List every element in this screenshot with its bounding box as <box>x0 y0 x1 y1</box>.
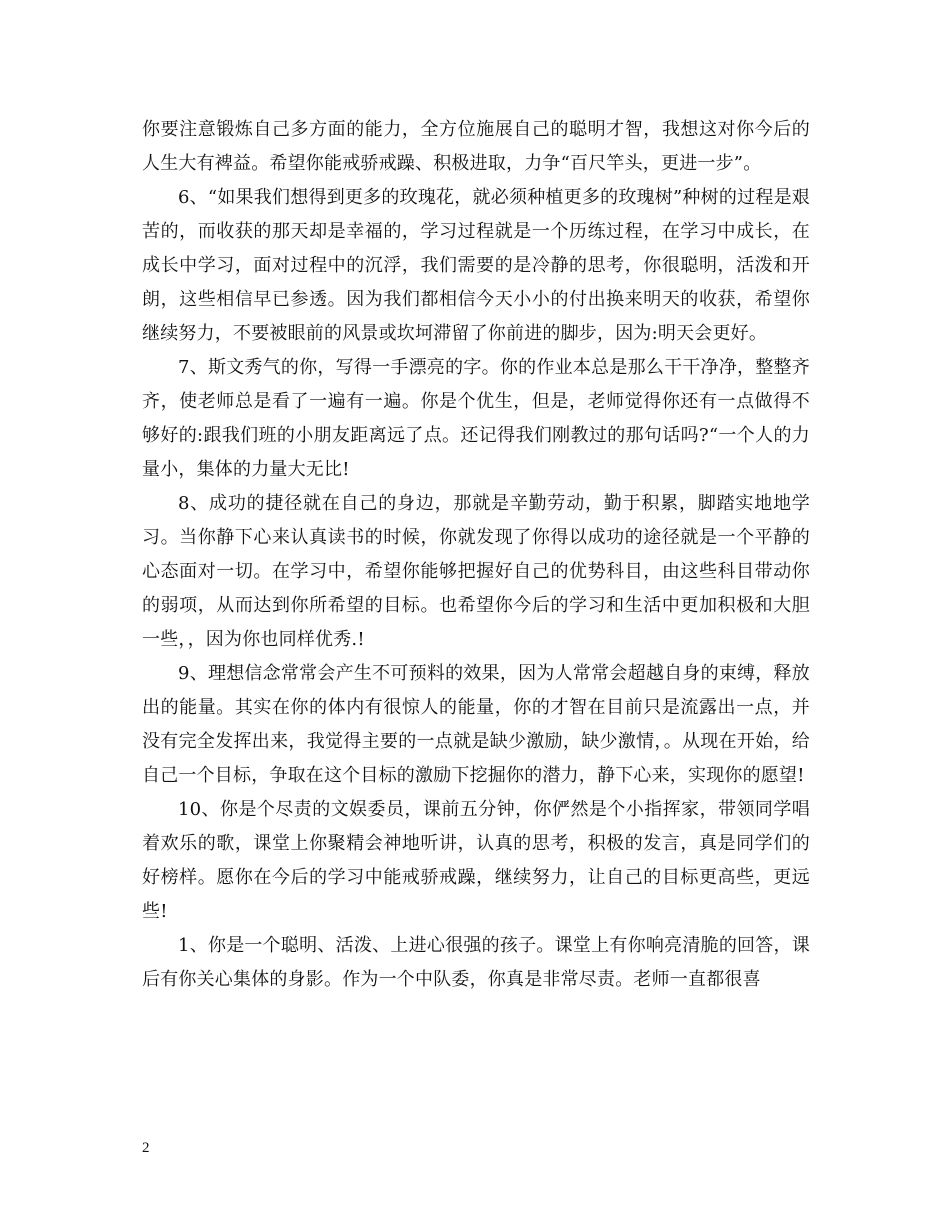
paragraph-item-6: 6、“如果我们想得到更多的玫瑰花，就必须种植更多的玫瑰树”种树的过程是艰苦的，而收获的那天却是幸福的，学习过程就是一个历练过程，在学习中成长，在成长中学习，面对过程中的沉浮，我们需要的是冷静的思考，你很聪明，活泼和开朗，这些相信早已参透。因为我们都相信今天小小的付出换来明天的收获，希望你继续努力，不要被眼前的风景或坎坷滞留了你前进的脚步，因为:明天会更好。 <box>142 187 810 344</box>
paragraph-item-10: 10、你是个尽责的文娱委员，课前五分钟，你俨然是个小指挥家，带领同学唱着欢乐的歌，课堂上你聚精会神地听讲，认真的思考，积极的发言，真是同学们的好榜样。愿你在今后的学习中能戒骄戒躁，继续努力，让自己的目标更高些，更远些! <box>142 799 810 922</box>
paragraph-continuation: 你要注意锻炼自己多方面的能力，全方位施展自己的聪明才智，我想这对你今后的人生大有裨益。希望你能戒骄戒躁、积极进取，力争“百尺竿头，更进一步”。 <box>142 119 810 174</box>
paragraph-item-9: 9、理想信念常常会产生不可预料的效果，因为人常常会超越自身的束缚，释放出的能量。其实在你的体内有很惊人的能量，你的才智在目前只是流露出一点，并没有完全发挥出来，我觉得主要的一点就是缺少激励，缺少激情，。从现在开始，给自己一个目标，争取在这个目标的激励下挖掘你的潜力，静下心来，实现你的愿望! <box>142 663 810 786</box>
paragraph-item-8: 8、成功的捷径就在自己的身边，那就是辛勤劳动，勤于积累，脚踏实地地学习。当你静下心来认真读书的时候，你就发现了你得以成功的途径就是一个平静的心态面对一切。在学习中，希望你能够把握好自己的优势科目，由这些科目带动你的弱项，从而达到你所希望的目标。也希望你今后的学习和生活中更加积极和大胆一些，，因为你也同样优秀.! <box>142 493 810 650</box>
document-body <box>142 113 810 997</box>
paragraph-item-7: 7、斯文秀气的你，写得一手漂亮的字。你的作业本总是那么干干净净，整整齐齐，使老师总是看了一遍有一遍。你是个优生，但是，老师觉得你还有一点做得不够好的:跟我们班的小朋友距离远了点。还记得我们刚教过的那句话吗?“一个人的力量小，集体的力量大无比! <box>142 357 810 480</box>
page-number: 2 <box>142 1140 150 1156</box>
paragraph-item-1: 1、你是一个聪明、活泼、上进心很强的孩子。课堂上有你响亮清脆的回答，课后有你关心集体的身影。作为一个中队委，你真是非常尽责。老师一直都很喜 <box>142 935 810 990</box>
